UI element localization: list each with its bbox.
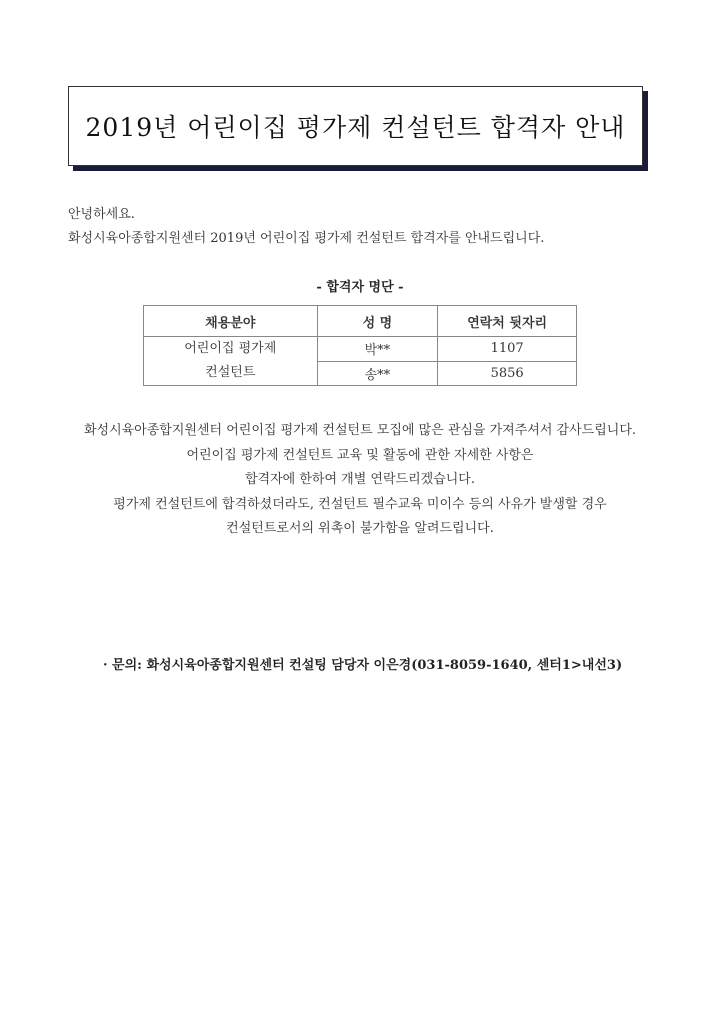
phone-cell: 1107 xyxy=(438,337,577,362)
greeting-line: 화성시육아종합지원센터 2019년 어린이집 평가제 컨설턴트 합격자를 안내드립니다. xyxy=(68,231,545,246)
body-line: 합격자에 한하여 개별 연락드리겠습니다. xyxy=(244,472,475,487)
contact-info: · 문의: 화성시육아종합지원센터 컨설팅 담당자 이은경(031-8059-1640, 센터1>내선3) xyxy=(103,658,623,673)
header-name: 성 명 xyxy=(317,306,438,337)
document-title: 2019년 어린이집 평가제 컨설턴트 합격자 안내 xyxy=(85,113,626,142)
table-row xyxy=(144,337,577,362)
body-line: 컨설턴트로서의 위촉이 불가함을 알려드립니다. xyxy=(226,521,494,536)
body-line: 화성시육아종합지원센터 어린이집 평가제 컨설턴트 모집에 많은 관심을 가져주셔서 감사드립니다. xyxy=(83,423,637,438)
title-box xyxy=(68,86,643,166)
greeting xyxy=(68,203,544,251)
header-phone: 연락처 뒷자리 xyxy=(438,306,577,337)
greeting-line: 안녕하세요. xyxy=(68,207,135,222)
winners-table xyxy=(143,305,577,386)
body-text xyxy=(0,419,720,542)
phone-cell: 5856 xyxy=(438,361,577,386)
name-cell: 송** xyxy=(317,361,438,386)
name-cell: 박** xyxy=(317,337,438,362)
field-line: 컨설턴트 xyxy=(205,365,256,380)
header-field: 채용분야 xyxy=(144,306,318,337)
body-line: 평가제 컨설턴트에 합격하셨더라도, 컨설턴트 필수교육 미이수 등의 사유가 발생할 경우 xyxy=(113,496,607,512)
list-title: - 합격자 명단 - xyxy=(316,280,404,295)
body-line: 어린이집 평가제 컨설턴트 교육 및 활동에 관한 자세한 사항은 xyxy=(186,447,534,463)
field-cell xyxy=(144,337,318,386)
field-line: 어린이집 평가제 xyxy=(184,341,277,356)
table-header-row xyxy=(144,306,577,337)
